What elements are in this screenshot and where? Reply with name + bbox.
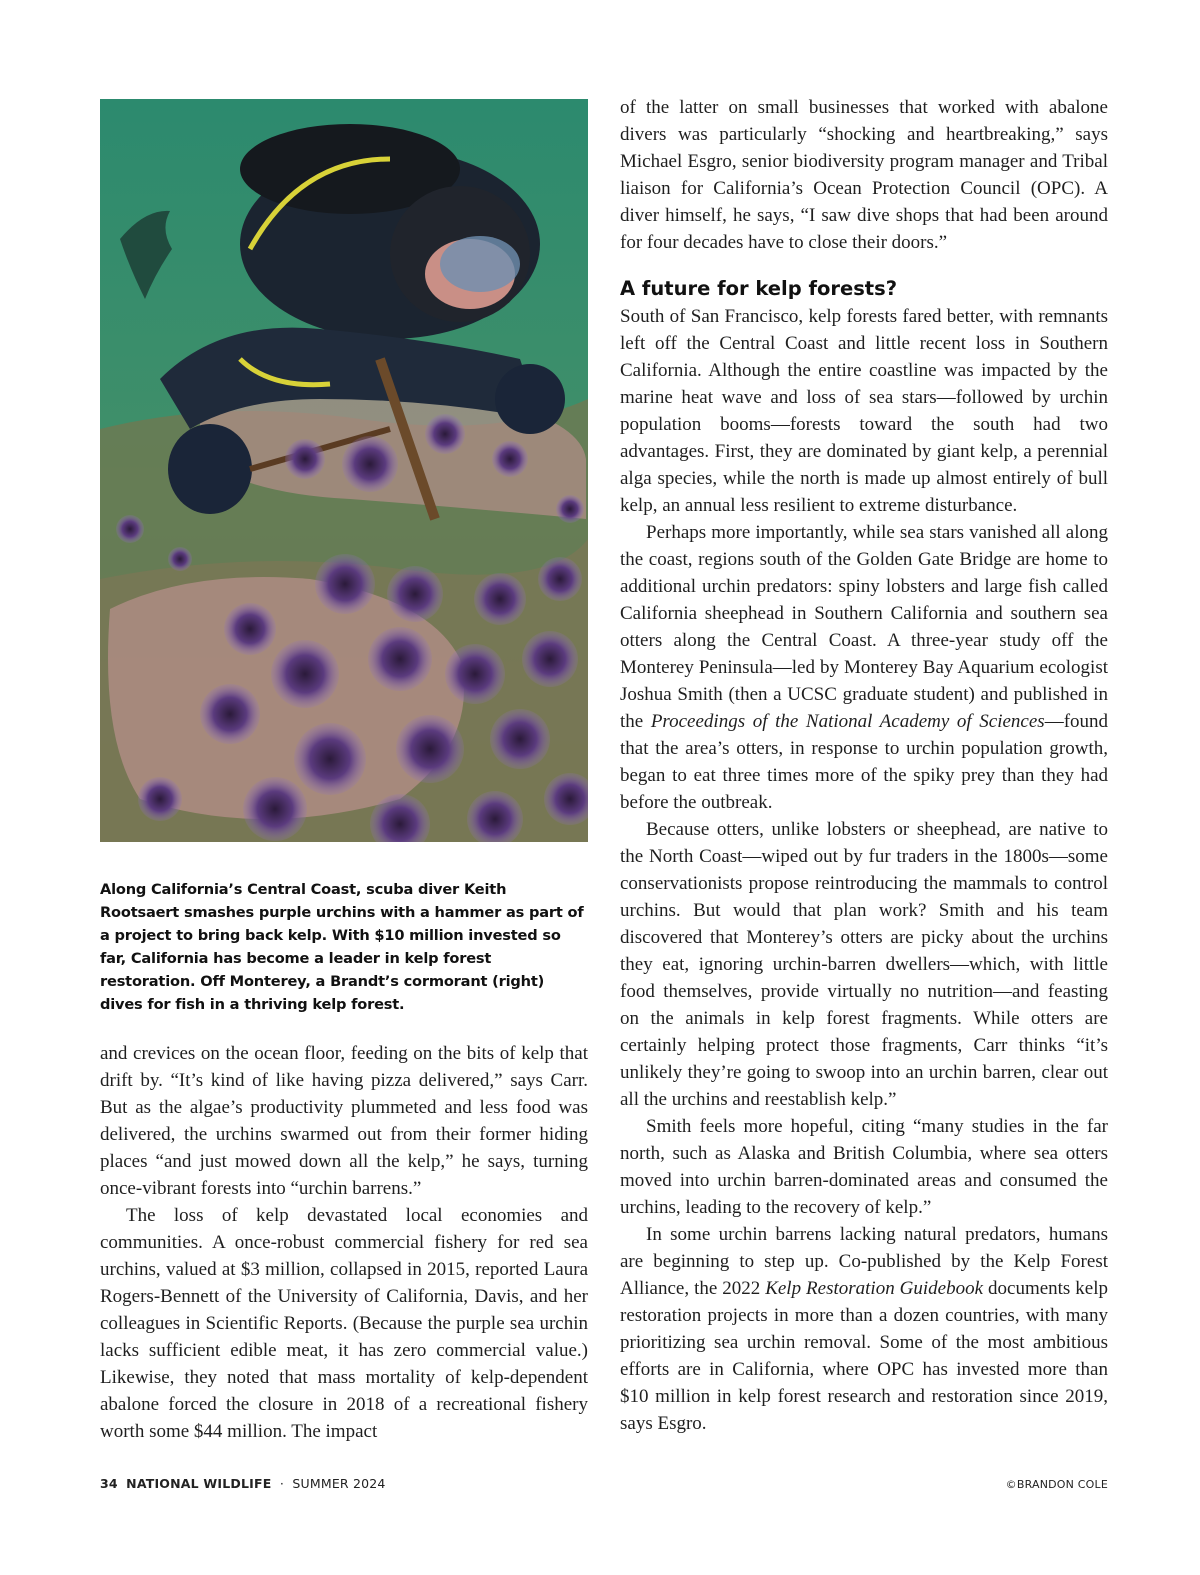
p5-text-b: documents kelp restoration projects in more than a dozen countries, with many prioritizing sea urchin removal. Some of the most ambitious efforts are in California, where OPC has invested more than $10 million in kelp forest research and restoration since 2019, says Esgro.: [620, 1278, 1108, 1434]
diver-urchin-photo: [100, 99, 588, 842]
magazine-name: NATIONAL WILDLIFE: [126, 1476, 272, 1491]
photo-caption: Along California’s Central Coast, scuba diver Keith Rootsaert smashes purple urchins with a hammer as part of a project to bring back kelp. With $10 million invested so far, California has become a leader in kelp forest restoration. Off Monterey, a Brandt’s cormorant (right) dives for fish in a thriving kelp forest.: [100, 881, 584, 1013]
right-paragraph-4: Smith feels more hopeful, citing “many studies in the far north, such as Alaska and British Columbia, where sea otters moved into urchin barren-dominated areas and consumed the urchins, leading to the recovery of kelp.”: [620, 1116, 1108, 1218]
left-paragraph-1: and crevices on the ocean floor, feeding on the bits of kelp that drift by. “It’s kind of like having pizza delivered,” says Carr. But as the algae’s productivity plummeted and less food was delivered, the urchins swarmed out from their former hiding places “and just mowed down all the kelp,” he says, turning once-vibrant forests into “urchin barrens.”: [100, 1043, 588, 1199]
left-column-text: [100, 1040, 588, 1445]
guidebook-title: Kelp Restoration Guidebook: [765, 1278, 984, 1299]
p2-text-a: Perhaps more importantly, while sea stars vanished all along the coast, regions south of the Golden Gate Bridge are home to additional urchin predators: spiny lobsters and large fish called California sheephead in Southern California and southern sea otters along the Central Coast. A three-year study off the Monterey Peninsula—led by Monterey Bay Aquarium ecologist Joshua Smith (then a UCSC graduate student) and published in the: [620, 522, 1108, 732]
right-continuation-paragraph: of the latter on small businesses that worked with abalone divers was particularly “shocking and heartbreaking,” says Michael Esgro, senior biodiversity program manager and Tribal liaison for California’s Ocean Protection Council (OPC). A diver himself, he says, “I saw dive shops that had been around for four decades have to close their doors.”: [620, 97, 1108, 253]
page-footer: [100, 1476, 386, 1491]
photo-illustration: [100, 99, 588, 842]
p5-text-a: In some urchin barrens lacking natural predators, humans are beginning to step up. Co-published by the Kelp Forest Alliance, the 2022: [620, 1224, 1108, 1299]
photo-credit: ©BRANDON COLE: [1005, 1478, 1108, 1491]
right-paragraph-3: Because otters, unlike lobsters or sheephead, are native to the North Coast—wiped out by fur traders in the 1800s—some conservationists propose reintroducing the mammals to control urchins. But would that plan work? Smith and his team discovered that Monterey’s otters are picky about the urchins they eat, ignoring urchin-barren dwellers—which, with little food themselves, provide virtually no nutrition—and feasting on the animals in kelp forest fragments. While otters are certainly helping protect those fragments, Carr thinks “it’s unlikely they’re going to swoop into an urchin barren, clear out all the urchins and reestablish kelp.”: [620, 819, 1108, 1110]
journal-title: Proceedings of the National Academy of Sciences: [650, 711, 1045, 732]
footer-separator: ·: [279, 1476, 284, 1491]
right-column-text: [620, 94, 1108, 1437]
right-paragraph-5: [620, 1221, 1108, 1437]
page-number: 34: [100, 1476, 118, 1491]
section-subhead: A future for kelp forests?: [620, 277, 898, 300]
issue-date: SUMMER 2024: [292, 1476, 386, 1491]
right-paragraph-1: South of San Francisco, kelp forests fared better, with remnants left off the Central Coast and little recent loss in Southern California. Although the entire coastline was impacted by the marine heat wave and loss of sea stars—followed by urchin population booms—forests toward the south had two advantages. First, they are dominated by giant kelp, a perennial alga species, while the north is made up almost entirely of bull kelp, an annual less resilient to extreme disturbance.: [620, 306, 1108, 516]
p2-text-b: —found that the area’s otters, in response to urchin population growth, began to eat three times more of the spiky prey than they had before the outbreak.: [620, 711, 1109, 813]
right-paragraph-2: [620, 519, 1108, 816]
left-paragraph-2: The loss of kelp devastated local economies and communities. A once-robust commercial fishery for red sea urchins, valued at $3 million, collapsed in 2015, reported Laura Rogers-Bennett of the University of California, Davis, and her colleagues in Scientific Reports. (Because the purple sea urchin lacks sufficient edible meat, it has zero commercial value.) Likewise, they noted that mass mortality of kelp-dependent abalone forced the closure in 2018 of a recreational fishery worth some $44 million. The impact: [100, 1205, 588, 1442]
